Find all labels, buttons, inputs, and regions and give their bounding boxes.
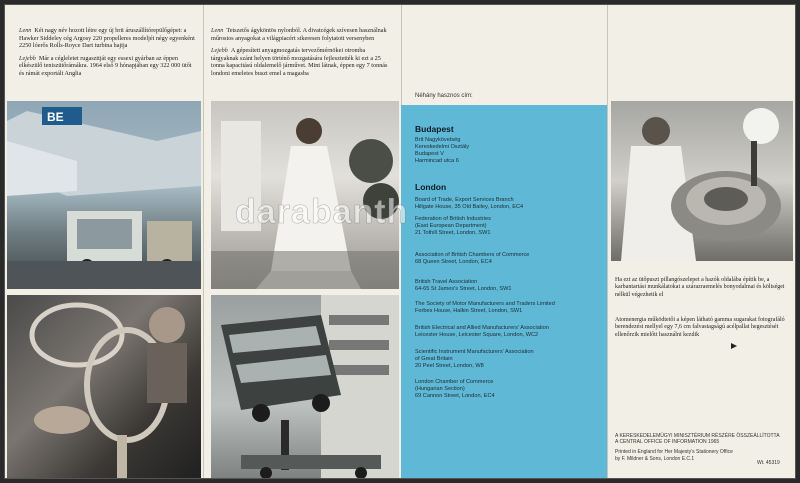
fold-line	[607, 5, 608, 478]
svg-text:BE: BE	[47, 110, 64, 124]
photo-argosy-plane	[7, 101, 201, 289]
brochure-sheet	[4, 4, 796, 479]
address-lcc: London Chamber of Commerce (Hungarian Section) 69 Cannon Street, London, EC4	[415, 379, 495, 399]
technician-illustration	[611, 101, 793, 261]
city-london: London	[415, 182, 447, 192]
catalog-number: Wt. 45319	[757, 460, 780, 466]
photo-bus-lifter	[211, 295, 399, 479]
address-chambers: Association of British Chambers of Commerce 68 Queen Street, London, EC4	[415, 252, 530, 265]
photo-valve-technician	[611, 101, 793, 261]
useful-addresses-heading: Néhány hasznos cím:	[415, 93, 473, 99]
address-budapest: Brit Nagykövetség Kereskedelmi Osztály Budapest V Harmincad utca 6	[415, 137, 470, 164]
caption-column-1	[19, 27, 197, 83]
address-travel: British Travel Association 64-65 St James's Street, London, SW1	[415, 279, 512, 292]
caption-argosy: Lenn Két nagy név hozott létre egy új brit áruszállítórepülőgépet: a Hawker Siddeley cég Argosy 220 propelleres modeljét négy egyenként 2250 lóerős Rolls-Royce Dart turbina hajtja	[19, 27, 195, 50]
watermark: darabanth	[235, 193, 409, 231]
address-fbi: Federation of British Industries (East European Department) 21 Tothill Street, London, SW1	[415, 216, 491, 236]
caption-column-2	[211, 27, 391, 83]
plane-illustration	[7, 101, 201, 289]
address-sima: Scientific Instrument Manufacturers' Association of Great Britain 20 Peel Street, London, W8	[415, 349, 534, 369]
address-board-of-trade: Board of Trade, Export Services Branch Hillgate House, 35 Old Bailey, London, EC4	[415, 197, 524, 210]
fold-line	[203, 5, 204, 478]
caption-lifter: Lejebb A gépesített anyagmozgatás tervezőmérnökei otromba tárgyaknak szánt helyen történő mozgatására fejlesztették ki ezt a 25 tonna kapacitású oldalemelő járművet. Mint látnak, éppen egy 7 tonnás londoni emeletes buszt emel a magasba	[211, 47, 388, 77]
photo-tennis-rackets	[7, 295, 201, 479]
caption-gamma: Atomenergia működtetői a képen látható gamma sugarakat fotografáló berendezést mellyel egy 7,6 cm falvastagságú acélpallat hegesztését ellenőrzik mielőtt használni kezdik	[615, 317, 785, 338]
city-budapest: Budapest	[415, 124, 454, 134]
caption-nylon: Lenn Tetszetős ágyköntös nylonból. A divatcégek szívesen használnak műrostos anyagokat a világpiacért sikeresen folytatott versenyben	[211, 27, 387, 42]
rackets-illustration	[7, 295, 201, 479]
arrow-icon	[731, 343, 737, 349]
caption-valve: Ha ezt az ütőpuszt pillangószelepet a hazók oldalába építik be, a karbantartási munkálatokat a szárazraemelés bonyodalmai és költségei nélkül végezhetik el	[615, 277, 785, 298]
caption-tennis: Lejebb Már a cégleletet rugaszttját egy essexi gyárban az éppen elkészülő teniszütőrámákra. 1964 első 9 hónapjában egy 322 000 ütőt és rámát exportált Anglia	[19, 54, 192, 77]
footer-credits: A KERESKEDELEMÜGYI MINISZTÉRIUM RÉSZÉRE ÖSSZEÁLLÍTOTTA A CENTRAL OFFICE OF INFORMATION 1965 Printed in England for Her Majesty's Stationery Office by F. Mildner & Sons, London E.C.1	[615, 433, 780, 462]
address-smmt: The Society of Motor Manufacturers and Traders Limited Forbes House, Halkin Street, London, SW1	[415, 301, 555, 314]
address-beama: British Electrical and Allied Manufacturers' Association Leicester House, Leicester Square, London, WC2	[415, 325, 549, 338]
bus-illustration	[211, 295, 399, 479]
